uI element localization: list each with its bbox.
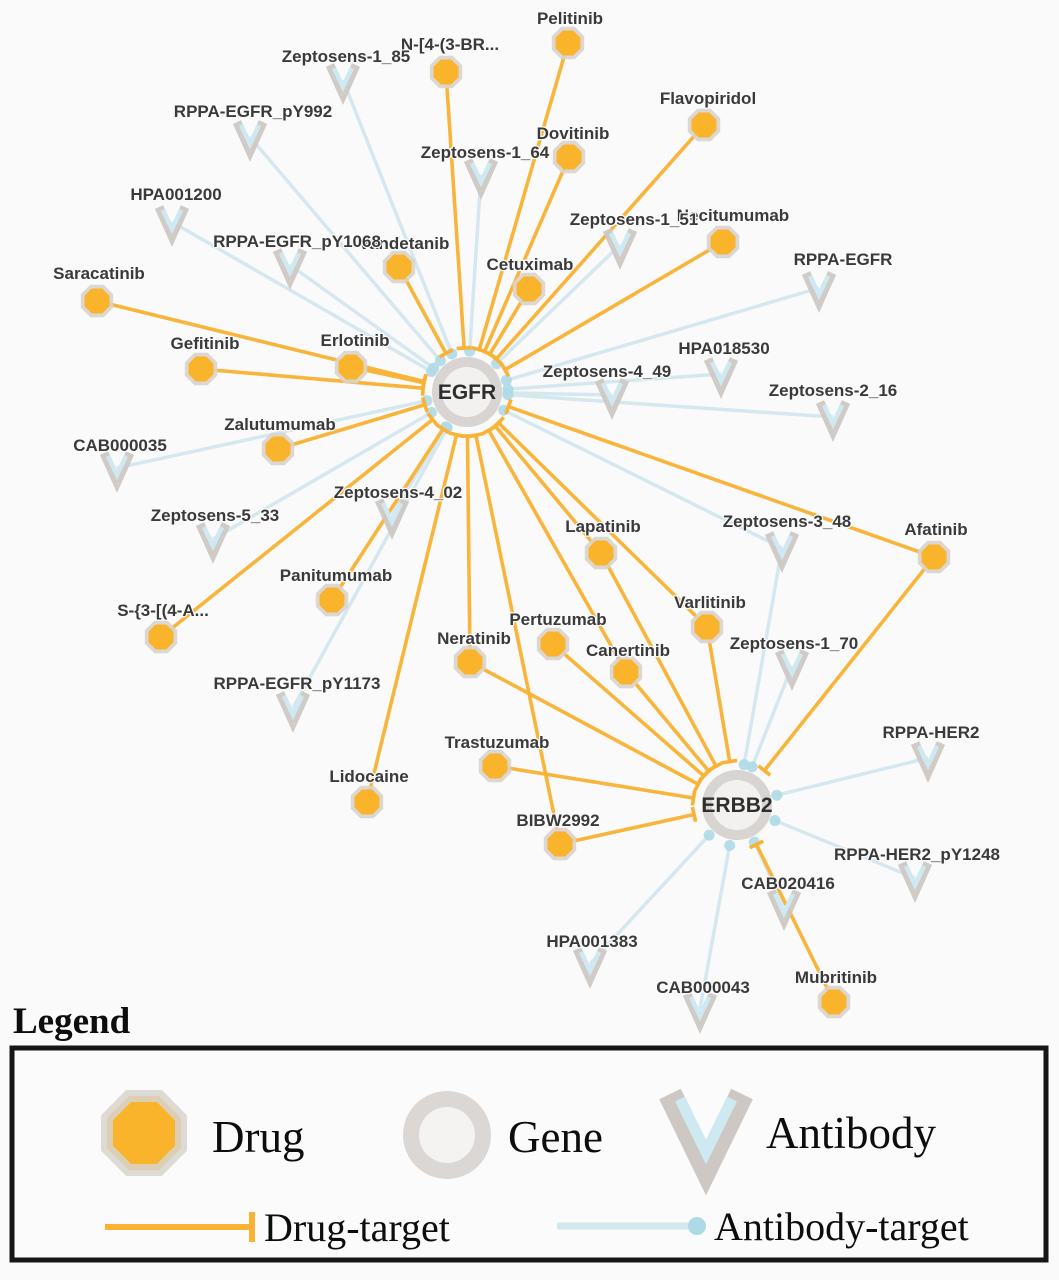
drug-octagon bbox=[922, 545, 947, 570]
label-rppa-egfr-py1068: RPPA-EGFR_pY1068 bbox=[213, 232, 381, 251]
edge-drug-nbr-egfr bbox=[446, 72, 464, 348]
node-drug-pelitinib[interactable] bbox=[552, 27, 584, 59]
drug-octagon bbox=[557, 145, 582, 170]
label-vandetanib: Vandetanib bbox=[358, 234, 450, 253]
drug-octagon bbox=[589, 541, 614, 566]
node-drug-cetuximab[interactable] bbox=[513, 273, 545, 305]
node-drug-lidocaine[interactable] bbox=[351, 786, 383, 818]
edge-antibody-zeptosens-3-48-erbb2 bbox=[744, 548, 782, 765]
antibody-edges-layer bbox=[117, 80, 928, 1009]
label-zalutumumab: Zalutumumab bbox=[224, 415, 336, 434]
drug-octagon bbox=[541, 632, 566, 657]
node-antibody-zeptosens-1-85[interactable] bbox=[330, 65, 356, 94]
node-drug-saracatinib[interactable] bbox=[81, 285, 113, 317]
gene-circle-inner bbox=[419, 1107, 475, 1163]
drug-octagon bbox=[458, 650, 483, 675]
edge-drug-varlitinib-erbb2 bbox=[707, 627, 730, 762]
label-s3a: S-{3-[(4-A... bbox=[117, 601, 209, 620]
label-mubritinib: Mubritinib bbox=[794, 968, 878, 987]
drug-octagon bbox=[339, 355, 364, 380]
label-zeptosens-1-70: Zeptosens-1_70 bbox=[729, 634, 859, 653]
node-drug-afatinib[interactable] bbox=[918, 541, 950, 573]
node-labels-layer bbox=[53, 9, 1000, 997]
drug-octagon bbox=[320, 588, 345, 613]
edge-tee-trastuzumab-erbb2 bbox=[692, 791, 694, 806]
label-necitumumab: Necitumumab bbox=[676, 206, 790, 225]
node-drug-zalutumumab[interactable] bbox=[262, 433, 294, 465]
label-cetuximab: Cetuximab bbox=[486, 255, 574, 274]
drug-octagon bbox=[387, 255, 412, 280]
drug-octagon bbox=[434, 60, 459, 85]
label-zeptosens-4-49: Zeptosens-4_49 bbox=[542, 362, 672, 381]
node-drug-pertuzumab[interactable] bbox=[537, 628, 569, 660]
label-panitumumab: Panitumumab bbox=[279, 566, 393, 585]
label-trastuzumab: Trastuzumab bbox=[444, 733, 550, 752]
node-drug-nbr[interactable] bbox=[430, 56, 462, 88]
label-cab000043: CAB000043 bbox=[656, 978, 750, 997]
node-drug-panitumumab[interactable] bbox=[316, 584, 348, 616]
node-drug-erlotinib[interactable] bbox=[335, 351, 367, 383]
edge-tee-varlitinib-erbb2 bbox=[722, 760, 737, 762]
drug-octagon bbox=[695, 615, 720, 640]
label-zeptosens-1-64: Zeptosens-1_64 bbox=[420, 143, 550, 162]
label-zeptosens-5-33: Zeptosens-5_33 bbox=[150, 506, 280, 525]
label-neratinib: Neratinib bbox=[437, 629, 511, 648]
legend-antibody-label: Antibody bbox=[766, 1108, 937, 1158]
node-drug-flavopiridol[interactable] bbox=[688, 109, 720, 141]
edge-tee-bibw2992-egfr bbox=[469, 434, 484, 437]
edge-antibody-rppa-her2-erbb2 bbox=[777, 758, 928, 795]
drug-octagon bbox=[614, 660, 639, 685]
gene-label-erbb2: ERBB2 bbox=[701, 794, 773, 817]
legend-antibody-target-label: Antibody-target bbox=[714, 1204, 969, 1249]
label-rppa-egfr-py1173: RPPA-EGFR_pY1173 bbox=[213, 674, 381, 693]
label-rppa-her2-py1248: RPPA-HER2_pY1248 bbox=[834, 845, 1000, 864]
drug-octagon bbox=[711, 230, 736, 255]
drug-octagon bbox=[85, 289, 110, 314]
label-afatinib: Afatinib bbox=[904, 520, 968, 539]
drug-octagon bbox=[189, 357, 214, 382]
label-rppa-her2: RPPA-HER2 bbox=[882, 723, 980, 742]
label-lapatinib: Lapatinib bbox=[565, 517, 641, 536]
node-antibody-rppa-egfr-py1068[interactable] bbox=[277, 250, 303, 279]
drug-octagon-icon bbox=[107, 1096, 181, 1170]
node-drug-trastuzumab[interactable] bbox=[479, 750, 511, 782]
drug-octagon bbox=[692, 113, 717, 138]
label-erlotinib: Erlotinib bbox=[320, 331, 390, 350]
edge-dot-zeptosens-1-70-erbb2 bbox=[747, 761, 758, 772]
label-cab020416: CAB020416 bbox=[741, 874, 835, 893]
node-antibody-zeptosens-1-70[interactable] bbox=[779, 651, 805, 680]
drug-octagon bbox=[556, 31, 581, 56]
label-zeptosens-3-48: Zeptosens-3_48 bbox=[722, 512, 852, 531]
node-drug-gefitinib[interactable] bbox=[185, 353, 217, 385]
node-antibody-hpa001200[interactable] bbox=[159, 207, 185, 236]
drug-octagon bbox=[548, 832, 573, 857]
label-cab000035: CAB000035 bbox=[73, 436, 167, 455]
node-drug-bibw2992[interactable] bbox=[544, 828, 576, 860]
label-flavopiridol: Flavopiridol bbox=[659, 89, 757, 108]
label-rppa-egfr: RPPA-EGFR bbox=[793, 250, 893, 269]
label-hpa018530: HPA018530 bbox=[678, 339, 770, 358]
legend-drug-label: Drug bbox=[212, 1112, 305, 1162]
node-drug-neratinib[interactable] bbox=[454, 646, 486, 678]
node-antibody-rppa-egfr[interactable] bbox=[806, 273, 832, 302]
label-saracatinib: Saracatinib bbox=[53, 264, 145, 283]
node-drug-necitumumab[interactable] bbox=[707, 226, 739, 258]
node-drug-canertinib[interactable] bbox=[610, 656, 642, 688]
label-hpa001383: HPA001383 bbox=[546, 932, 638, 951]
antibody-target-dot-icon bbox=[688, 1217, 706, 1235]
label-lidocaine: Lidocaine bbox=[329, 767, 409, 786]
node-drug-dovitinib[interactable] bbox=[553, 141, 585, 173]
gene-label-egfr: EGFR bbox=[437, 381, 497, 404]
drug-octagon bbox=[483, 754, 508, 779]
label-pelitinib: Pelitinib bbox=[536, 9, 604, 28]
node-drug-varlitinib[interactable] bbox=[691, 611, 723, 643]
label-zeptosens-1-51: Zeptosens-1_51 bbox=[569, 210, 699, 229]
edge-dot-zeptosens-2-16-egfr bbox=[502, 389, 513, 400]
label-hpa001200: HPA001200 bbox=[130, 185, 222, 204]
label-gefitinib: Gefitinib bbox=[170, 334, 240, 353]
node-antibody-rppa-her2[interactable] bbox=[915, 743, 941, 772]
node-drug-s3a[interactable] bbox=[145, 621, 177, 653]
label-zeptosens-4-02: Zeptosens-4_02 bbox=[333, 483, 463, 502]
label-varlitinib: Varlitinib bbox=[674, 593, 746, 612]
node-drug-vandetanib[interactable] bbox=[383, 251, 415, 283]
edge-dot-hpa001383-erbb2 bbox=[704, 830, 715, 841]
legend-title: Legend bbox=[13, 1001, 131, 1042]
drug-octagon bbox=[517, 277, 542, 302]
label-canertinib: Canertinib bbox=[585, 641, 671, 660]
legend-drug-target-label: Drug-target bbox=[264, 1205, 450, 1250]
node-drug-mubritinib[interactable] bbox=[818, 986, 850, 1018]
label-nbr: N-[4-(3-BR... bbox=[400, 35, 500, 54]
edge-tee-nbr-egfr bbox=[457, 348, 472, 349]
edge-dot-rppa-egfr-py1068-egfr bbox=[428, 363, 439, 374]
edge-dot-rppa-her2-erbb2 bbox=[771, 790, 782, 801]
edge-tee-bibw2992-erbb2 bbox=[692, 807, 695, 822]
label-rppa-egfr-py992: RPPA-EGFR_pY992 bbox=[173, 102, 333, 121]
edge-tee-erlotinib-egfr bbox=[422, 375, 425, 390]
node-drug-lapatinib[interactable] bbox=[585, 537, 617, 569]
legend-gene-label: Gene bbox=[508, 1112, 603, 1162]
drug-octagon bbox=[149, 625, 174, 650]
node-antibody-hpa018530[interactable] bbox=[708, 359, 734, 388]
label-bibw2992: BIBW2992 bbox=[516, 811, 600, 830]
edge-dot-cab000043-erbb2 bbox=[724, 840, 735, 851]
drug-octagon bbox=[266, 437, 291, 462]
edge-drug-canertinib-erbb2 bbox=[626, 672, 709, 771]
node-antibody-zeptosens-1-64[interactable] bbox=[468, 160, 494, 189]
label-pertuzumab: Pertuzumab bbox=[509, 610, 607, 629]
drug-octagon bbox=[822, 990, 847, 1015]
edge-drug-trastuzumab-erbb2 bbox=[495, 766, 694, 798]
drug-octagon bbox=[355, 790, 380, 815]
edge-antibody-zeptosens-1-64-egfr bbox=[470, 175, 481, 351]
label-zeptosens-2-16: Zeptosens-2_16 bbox=[768, 381, 898, 400]
label-zeptosens-1-85: Zeptosens-1_85 bbox=[281, 47, 411, 66]
label-dovitinib: Dovitinib bbox=[536, 124, 610, 143]
legend bbox=[12, 1001, 1046, 1260]
